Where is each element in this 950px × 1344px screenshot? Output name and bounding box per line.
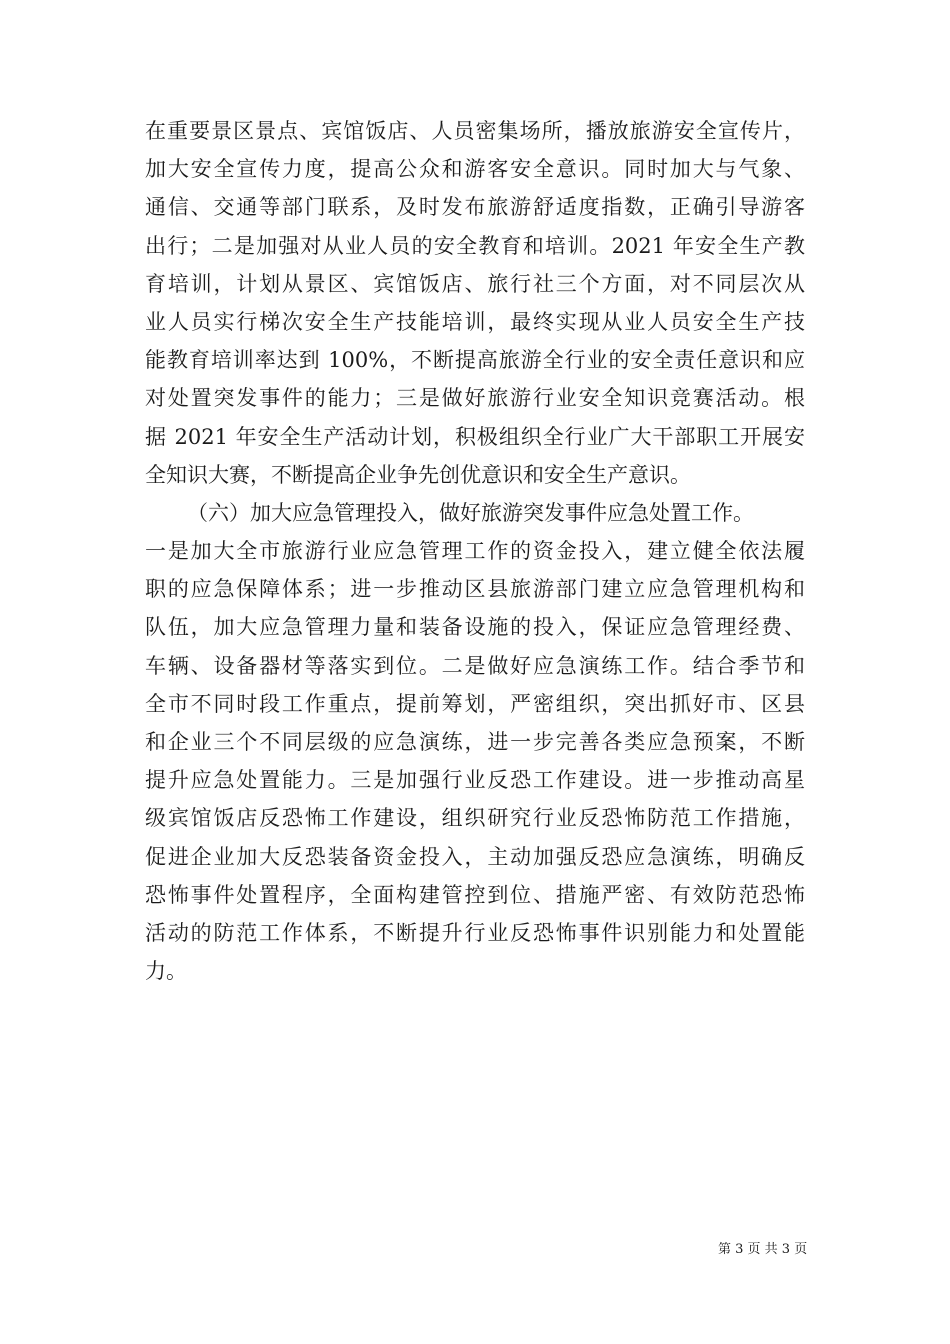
section-heading-line: （六）加大应急管理投入，做好旅游突发事件应急处置工作。 xyxy=(187,500,754,525)
paragraph-line: 通信、交通等部门联系，及时发布旅游舒适度指数，正确引导游客 xyxy=(145,195,805,220)
paragraph-line: 据 2021 年安全生产活动计划，积极组织全行业广大干部职工开展安 xyxy=(145,424,805,449)
paragraph-line: 队伍，加大应急管理力量和装备设施的投入，保证应急管理经费、 xyxy=(145,615,805,640)
paragraph-line: 出行；二是加强对从业人员的安全教育和培训。2021 年安全生产教 xyxy=(145,233,805,258)
paragraph-line: 力。 xyxy=(145,959,187,984)
paragraph-line: 在重要景区景点、宾馆饭店、人员密集场所，播放旅游安全宣传片， xyxy=(145,119,805,143)
paragraph-line: 促进企业加大反恐装备资金投入，主动加强反恐应急演练，明确反 xyxy=(145,844,805,869)
paragraph-line: 能教育培训率达到 100%，不断提高旅游全行业的安全责任意识和应 xyxy=(145,348,805,373)
paragraph-line: 恐怖事件处置程序，全面构建管控到位、措施严密、有效防范恐怖 xyxy=(145,882,805,907)
page-footer: 第 3 页 共 3 页 xyxy=(718,1242,808,1257)
paragraph-line: 全市不同时段工作重点，提前筹划，严密组织，突出抓好市、区县 xyxy=(145,691,805,716)
body-text xyxy=(145,112,805,990)
paragraph-line: 加大安全宣传力度，提高公众和游客安全意识。同时加大与气象、 xyxy=(145,157,805,182)
paragraph-line: 一是加大全市旅游行业应急管理工作的资金投入，建立健全依法履 xyxy=(145,539,805,564)
paragraph-line: 育培训，计划从景区、宾馆饭店、旅行社三个方面，对不同层次从 xyxy=(145,271,805,296)
paragraph-line: 车辆、设备器材等落实到位。二是做好应急演练工作。结合季节和 xyxy=(145,653,805,678)
paragraph-line: 业人员实行梯次安全生产技能培训，最终实现从业人员安全生产技 xyxy=(145,309,805,334)
paragraph-line: 级宾馆饭店反恐怖工作建设，组织研究行业反恐怖防范工作措施， xyxy=(145,806,805,831)
paragraph-line: 和企业三个不同层级的应急演练，进一步完善各类应急预案，不断 xyxy=(145,730,805,754)
paragraph-line: 活动的防范工作体系，不断提升行业反恐怖事件识别能力和处置能 xyxy=(145,920,805,945)
paragraph-line: 职的应急保障体系；进一步推动区县旅游部门建立应急管理机构和 xyxy=(145,577,805,602)
paragraph-line: 对处置突发事件的能力；三是做好旅游行业安全知识竞赛活动。根 xyxy=(145,386,805,411)
paragraph-line: 全知识大赛，不断提高企业争先创优意识和安全生产意识。 xyxy=(145,462,691,487)
paragraph-line: 提升应急处置能力。三是加强行业反恐工作建设。进一步推动高星 xyxy=(145,768,805,793)
